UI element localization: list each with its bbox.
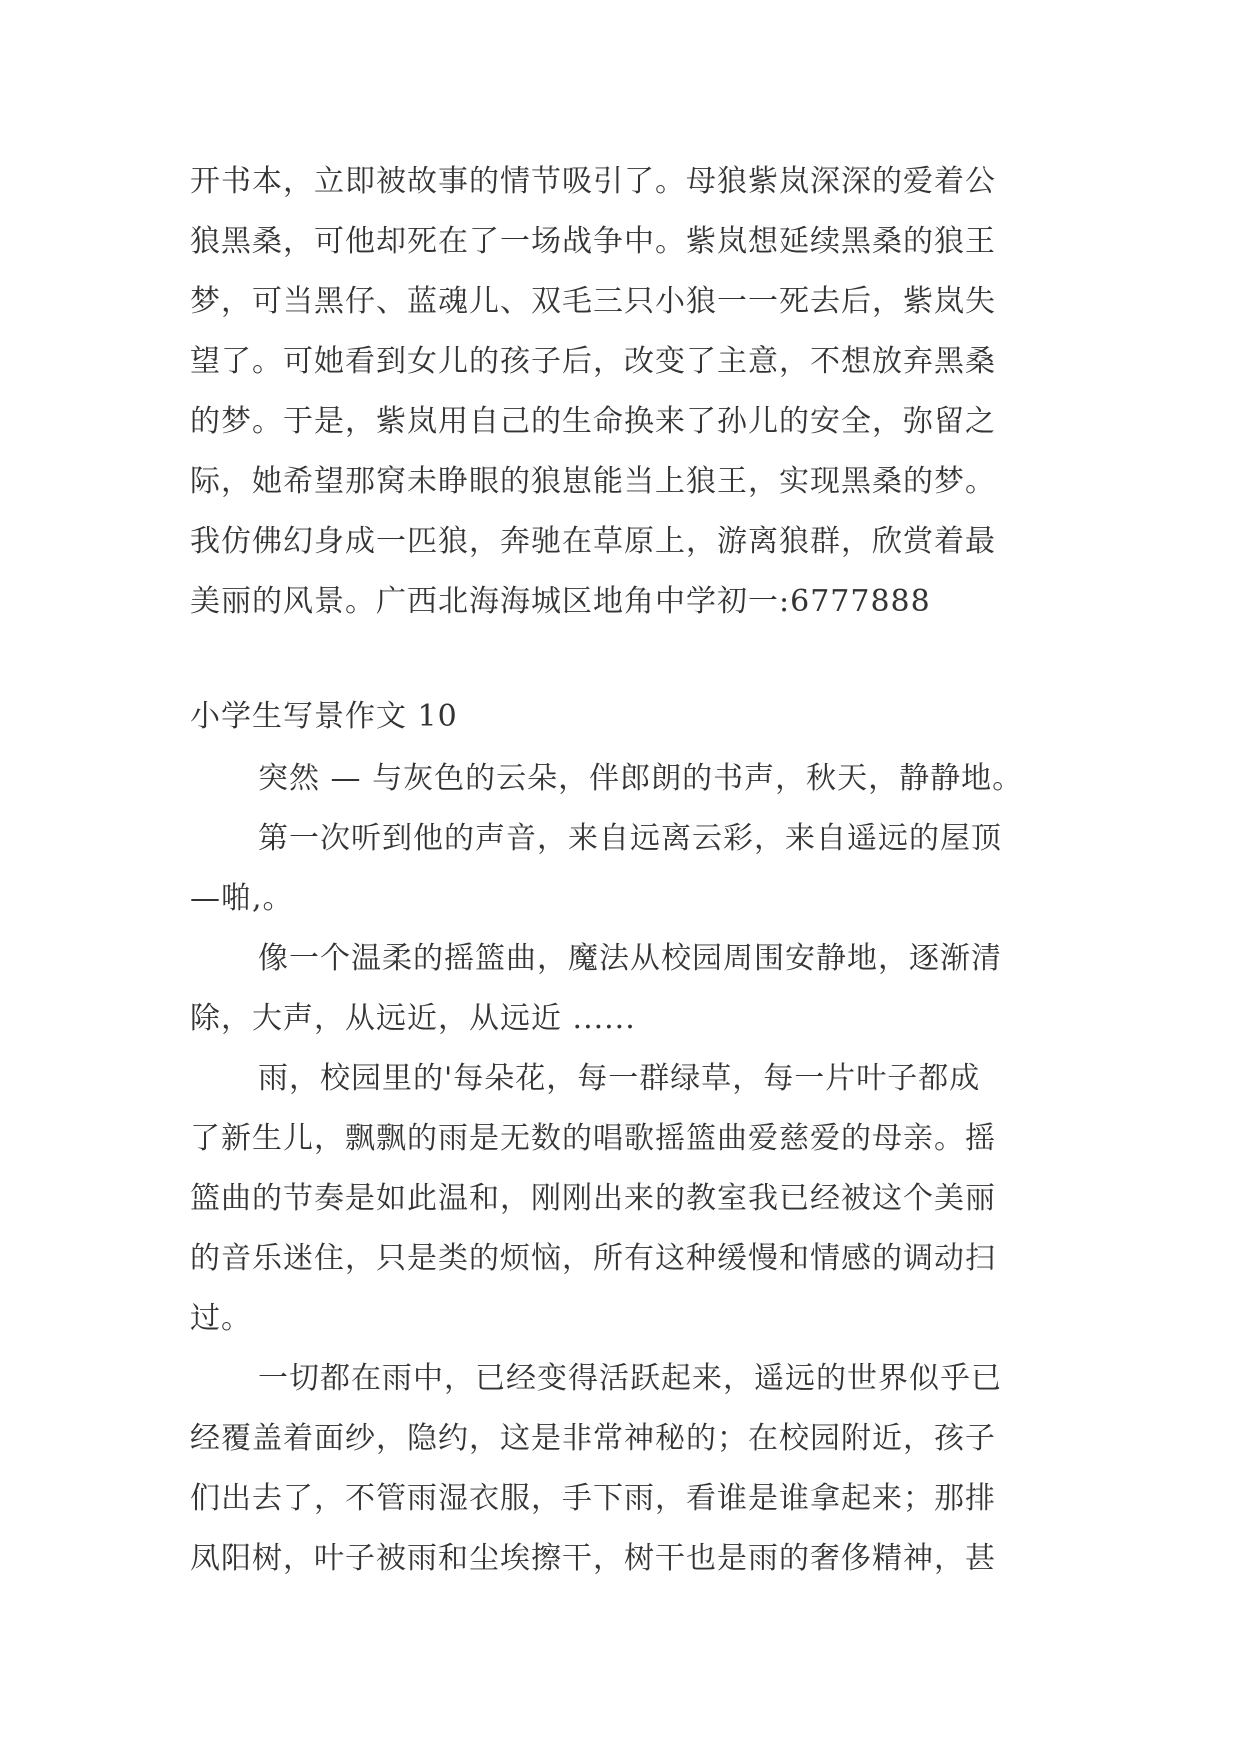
text-line: 我仿佛幻身成一匹狼，奔驰在草原上，游离狼群，欣赏着最 [190, 524, 996, 559]
paragraph-start-line: 突然 — 与灰色的云朵，伴郎朗的书声，秋天，静静地。 [258, 761, 1024, 796]
text-line: 们出去了，不管雨湿衣服，手下雨，看谁是谁拿起来；那排 [190, 1481, 996, 1516]
text-line: 际，她希望那窝未睁眼的狼崽能当上狼王，实现黑桑的梦。 [190, 464, 996, 499]
text-line: 篮曲的节奏是如此温和，刚刚出来的教室我已经被这个美丽 [190, 1181, 996, 1216]
text-line: 望了。可她看到女儿的孩子后，改变了主意，不想放弃黑桑 [190, 344, 996, 379]
text-line: 梦，可当黑仔、蓝魂儿、双毛三只小狼一一死去后，紫岚失 [190, 284, 996, 319]
paragraph-start-line: 一切都在雨中，已经变得活跃起来，遥远的世界似乎已 [258, 1361, 1002, 1396]
text-line: 凤阳树，叶子被雨和尘埃擦干，树干也是雨的奢侈精神，甚 [190, 1541, 996, 1576]
text-line: —啪,。 [190, 881, 294, 916]
passage-2 [190, 749, 1060, 1589]
essay-title: 小学生写景作文 10 [190, 699, 458, 734]
text-line: 的梦。于是，紫岚用自己的生命换来了孙儿的安全，弥留之 [190, 404, 996, 439]
text-line: 经覆盖着面纱，隐约，这是非常神秘的；在校园附近，孩子 [190, 1421, 996, 1456]
paragraph-start-line: 第一次听到他的声音，来自远离云彩，来自遥远的屋顶 [258, 821, 1002, 856]
paragraph-start-line: 雨，校园里的'每朵花，每一群绿草，每一片叶子都成 [258, 1061, 981, 1096]
passage-1 [190, 152, 1060, 632]
essay-heading [190, 687, 1060, 747]
text-line: 美丽的风景。广西北海海城区地角中学初一:6777888 [190, 584, 931, 619]
text-line: 了新生儿，飘飘的雨是无数的唱歌摇篮曲爱慈爱的母亲。摇 [190, 1121, 996, 1156]
text-line: 开书本，立即被故事的情节吸引了。母狼紫岚深深的爱着公 [190, 164, 996, 199]
text-line: 的音乐迷住，只是类的烦恼，所有这种缓慢和情感的调动扫 [190, 1241, 996, 1276]
text-line: 除，大声，从远近，从远近 ...... [190, 1001, 636, 1036]
text-line: 过。 [190, 1301, 252, 1336]
paragraph-start-line: 像一个温柔的摇篮曲，魔法从校园周围安静地，逐渐清 [258, 941, 1002, 976]
text-line: 狼黑桑，可他却死在了一场战争中。紫岚想延续黑桑的狼王 [190, 224, 996, 259]
